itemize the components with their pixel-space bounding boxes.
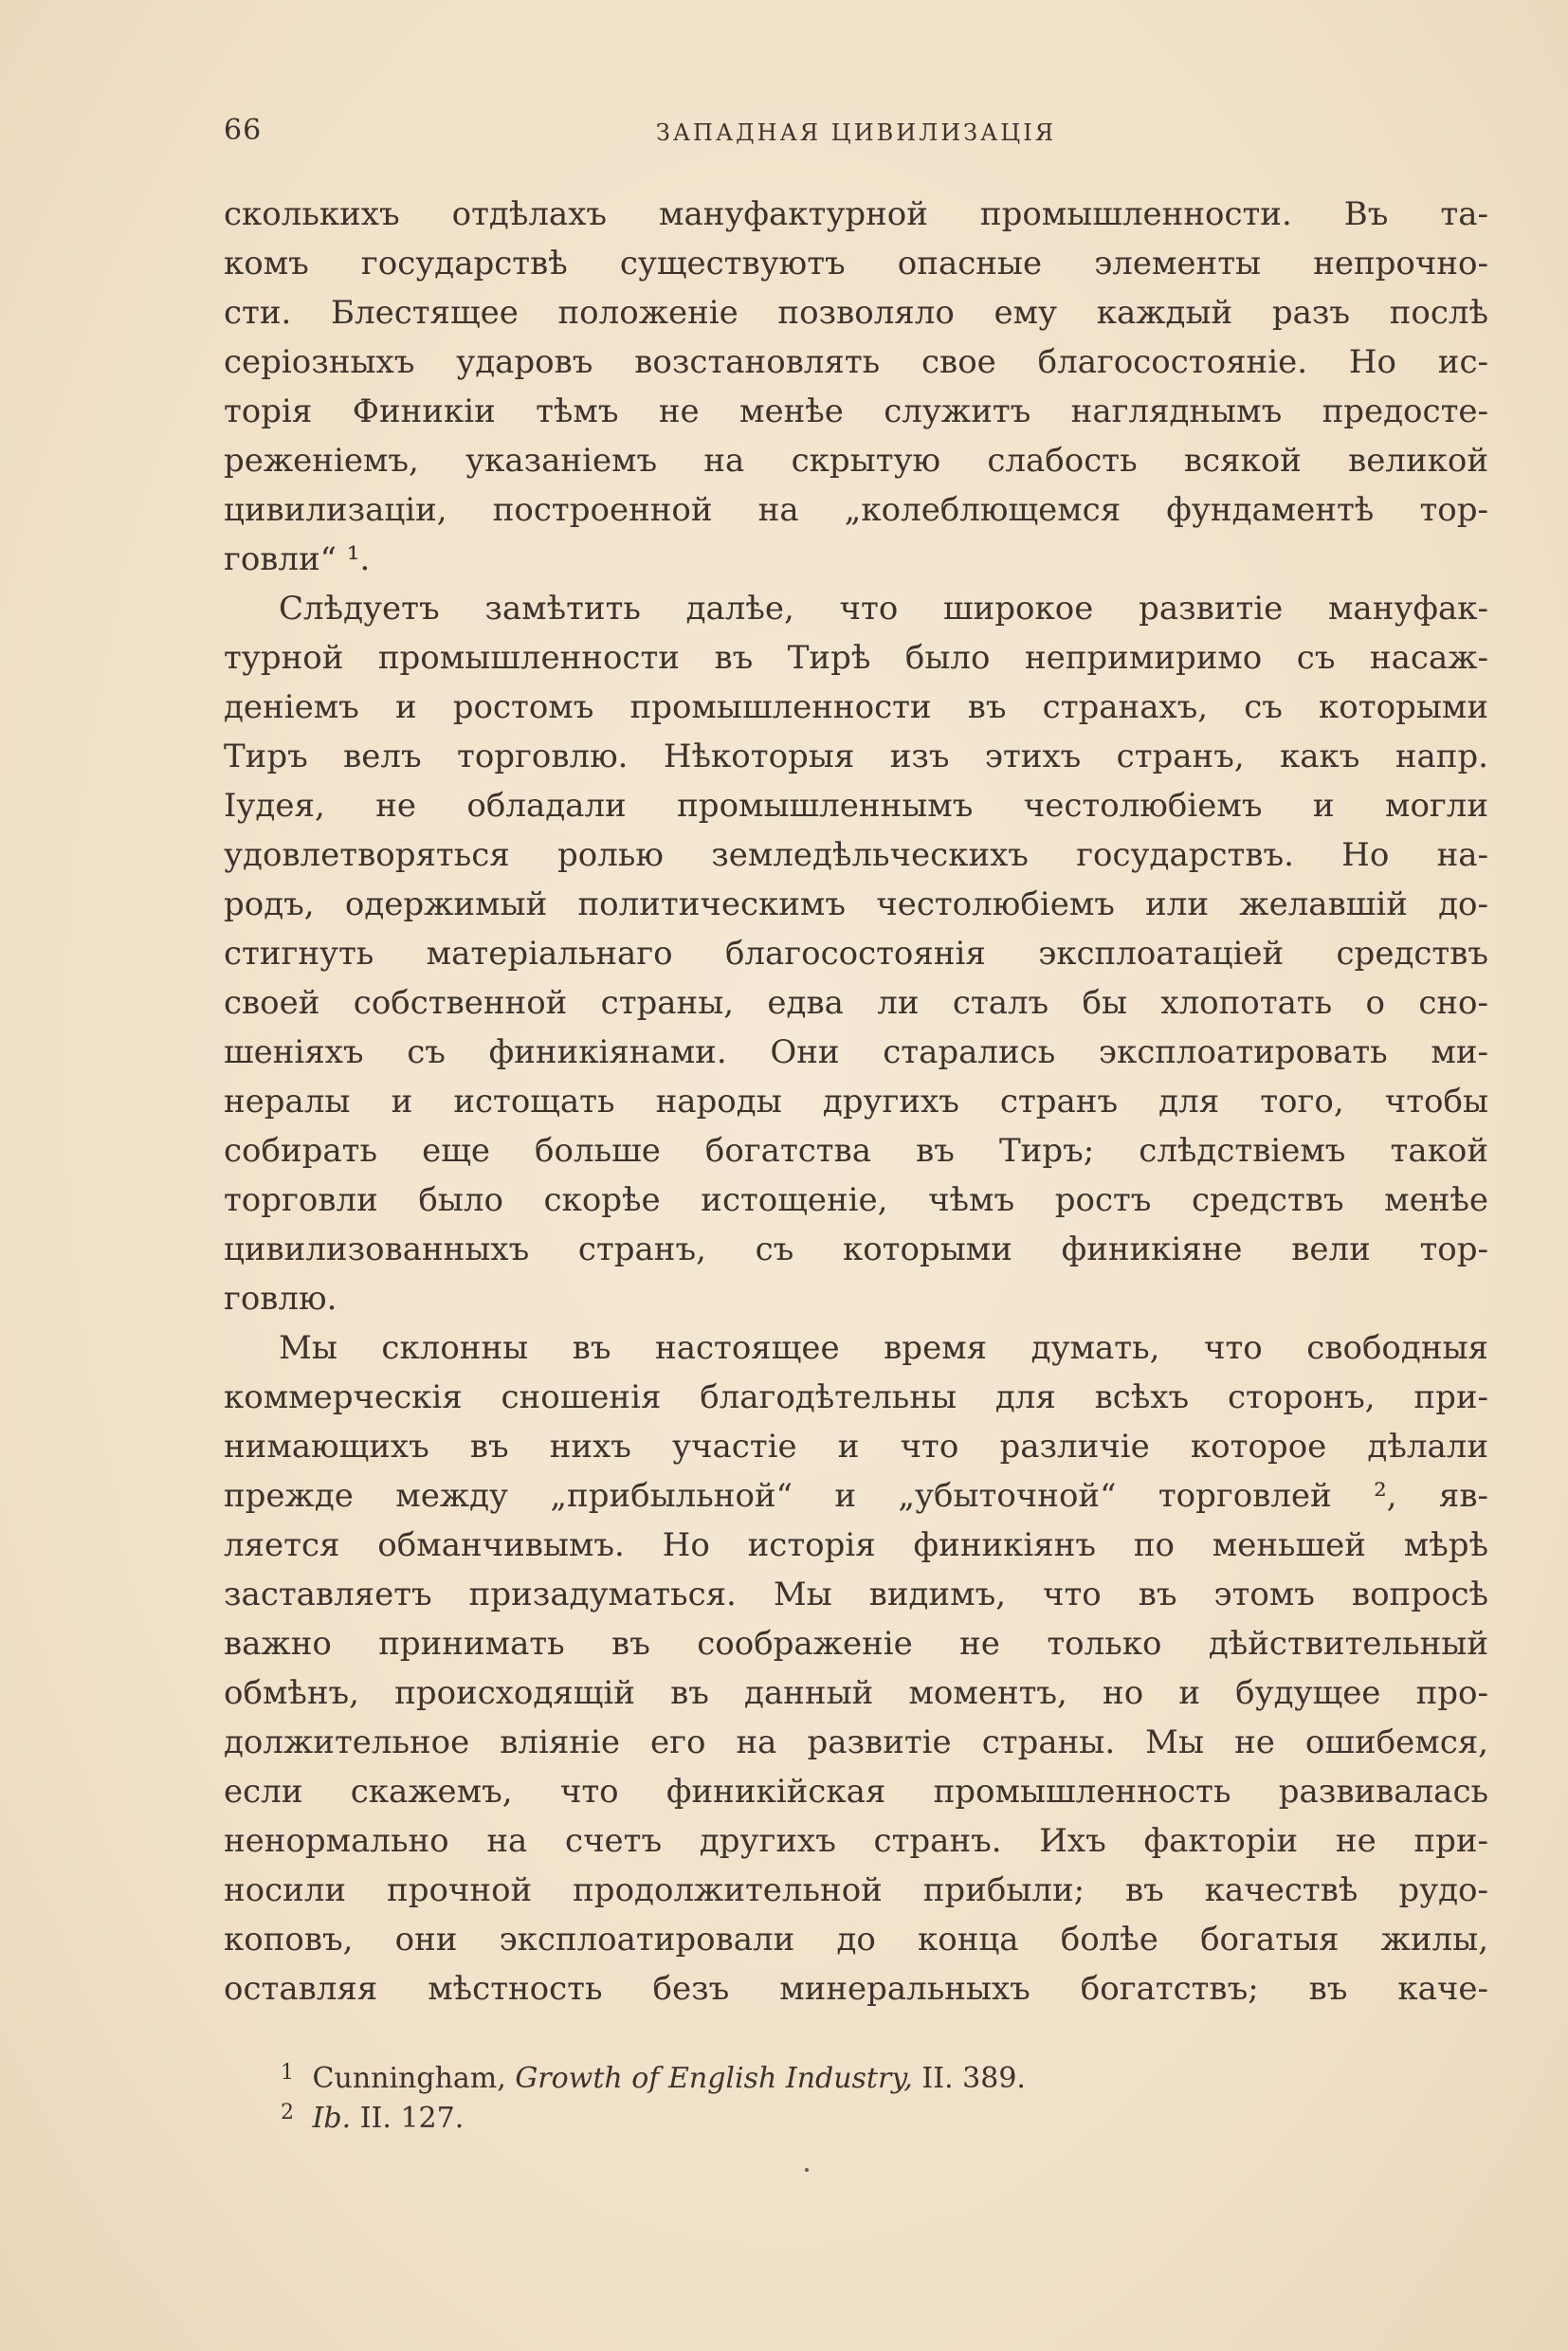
text-line: своей собственной страны, едва ли сталъ бы хлопотать о сно- bbox=[224, 984, 1488, 1022]
text-line: сти. Блестящее положеніе позволяло ему каждый разъ послѣ bbox=[224, 294, 1488, 332]
footnotes bbox=[281, 2059, 1323, 2139]
text-line: прежде между „прибыльной“ и „убыточной“ торговлей ², яв- bbox=[224, 1477, 1488, 1515]
text-line: говли“ ¹. bbox=[224, 540, 371, 578]
text-line: Мы склонны въ настоящее время думать, что свободныя bbox=[279, 1329, 1488, 1367]
text-line: Іудея, не обладали промышленнымъ честолюбіемъ и могли bbox=[224, 787, 1488, 825]
text-line: цивилизаціи, построенной на „колеблющемся фундаментѣ тор- bbox=[224, 491, 1488, 529]
text-line: заставляетъ призадуматься. Мы видимъ, что въ этомъ вопросѣ bbox=[224, 1576, 1488, 1613]
footnote-title: Ib. bbox=[312, 2102, 352, 2135]
page-number: 66 bbox=[224, 114, 263, 147]
text-line: торія Финикіи тѣмъ не менѣе служитъ нагляднымъ предосте- bbox=[224, 392, 1488, 430]
text-line: нимающихъ въ нихъ участіе и что различіе которое дѣлали bbox=[224, 1428, 1488, 1466]
text-line: обмѣнъ, происходящій въ данный моментъ, но и будущее про- bbox=[224, 1674, 1488, 1712]
text-line: сколькихъ отдѣлахъ мануфактурной промышленности. Въ та- bbox=[224, 195, 1488, 233]
text-line: нералы и истощать народы другихъ странъ для того, чтобы bbox=[224, 1083, 1488, 1121]
body-text bbox=[224, 190, 1488, 2014]
text-line: собирать еще больше богатства въ Тиръ; слѣдствіемъ такой bbox=[224, 1132, 1488, 1170]
text-line: должительное вліяніе его на развитіе страны. Мы не ошибемся, bbox=[224, 1723, 1488, 1761]
text-line: ненормально на счетъ другихъ странъ. Ихъ факторіи не при- bbox=[224, 1822, 1488, 1860]
text-line: удовлетворяться ролью земледѣльческихъ государствъ. Но на- bbox=[224, 836, 1488, 874]
text-line: цивилизованныхъ странъ, съ которыми финикіяне вели тор- bbox=[224, 1230, 1488, 1268]
text-line: коммерческія сношенія благодѣтельны для всѣхъ сторонъ, при- bbox=[224, 1378, 1488, 1416]
text-line: торговли было скорѣе истощеніе, чѣмъ ростъ средствъ менѣе bbox=[224, 1181, 1488, 1219]
running-head: ЗАПАДНАЯ ЦИВИЛИЗАЦІЯ bbox=[655, 119, 1057, 146]
text-line: если скажемъ, что финикійская промышленность развивалась bbox=[224, 1773, 1488, 1811]
ink-speck bbox=[805, 2168, 809, 2172]
footnote-text: Cunningham, bbox=[312, 2062, 516, 2095]
footnote-mark: 1 bbox=[281, 2061, 294, 2085]
text-line: коповъ, они эксплоатировали до конца болѣе богатыя жилы, bbox=[224, 1921, 1488, 1959]
footnote-mark: 2 bbox=[281, 2101, 294, 2124]
text-line: Слѣдуетъ замѣтить далѣе, что широкое развитіе мануфак- bbox=[279, 590, 1488, 628]
text-line: носили прочной продолжительной прибыли; въ качествѣ рудо- bbox=[224, 1871, 1488, 1909]
text-line: важно принимать въ соображеніе не только дѣйствительный bbox=[224, 1625, 1488, 1663]
text-line: шеніяхъ съ финикіянами. Они старались эксплоатировать ми- bbox=[224, 1033, 1488, 1071]
text-line: оставляя мѣстность безъ минеральныхъ богатствъ; въ каче- bbox=[224, 1970, 1488, 2008]
text-line: говлю. bbox=[224, 1280, 337, 1318]
text-line: турной промышленности въ Тирѣ было непримиримо съ насаж- bbox=[224, 639, 1488, 677]
text-line: реженіемъ, указаніемъ на скрытую слабость всякой великой bbox=[224, 442, 1488, 480]
text-line: стигнуть матеріальнаго благосостоянія эксплоатаціей средствъ bbox=[224, 935, 1488, 973]
text-line: Тиръ велъ торговлю. Нѣкоторыя изъ этихъ странъ, какъ напр. bbox=[224, 738, 1488, 775]
footnote-1 bbox=[281, 2059, 1323, 2099]
text-line: комъ государствѣ существуютъ опасные элементы непрочно- bbox=[224, 245, 1488, 282]
footnote-2 bbox=[281, 2099, 1323, 2139]
footnote-reference: II. 127. bbox=[359, 2102, 465, 2135]
text-line: ляется обманчивымъ. Но исторія финикіянъ по меньшей мѣрѣ bbox=[224, 1526, 1488, 1564]
text-line: серіозныхъ ударовъ возстановлять свое благосостояніе. Но ис- bbox=[224, 343, 1488, 381]
footnote-title: Growth of English Industry, bbox=[515, 2062, 913, 2095]
text-line: деніемъ и ростомъ промышленности въ странахъ, съ которыми bbox=[224, 688, 1488, 726]
page-header bbox=[224, 112, 1488, 154]
footnote-reference: II. 389. bbox=[921, 2062, 1026, 2095]
text-line: родъ, одержимый политическимъ честолюбіемъ или желавшій до- bbox=[224, 885, 1488, 923]
